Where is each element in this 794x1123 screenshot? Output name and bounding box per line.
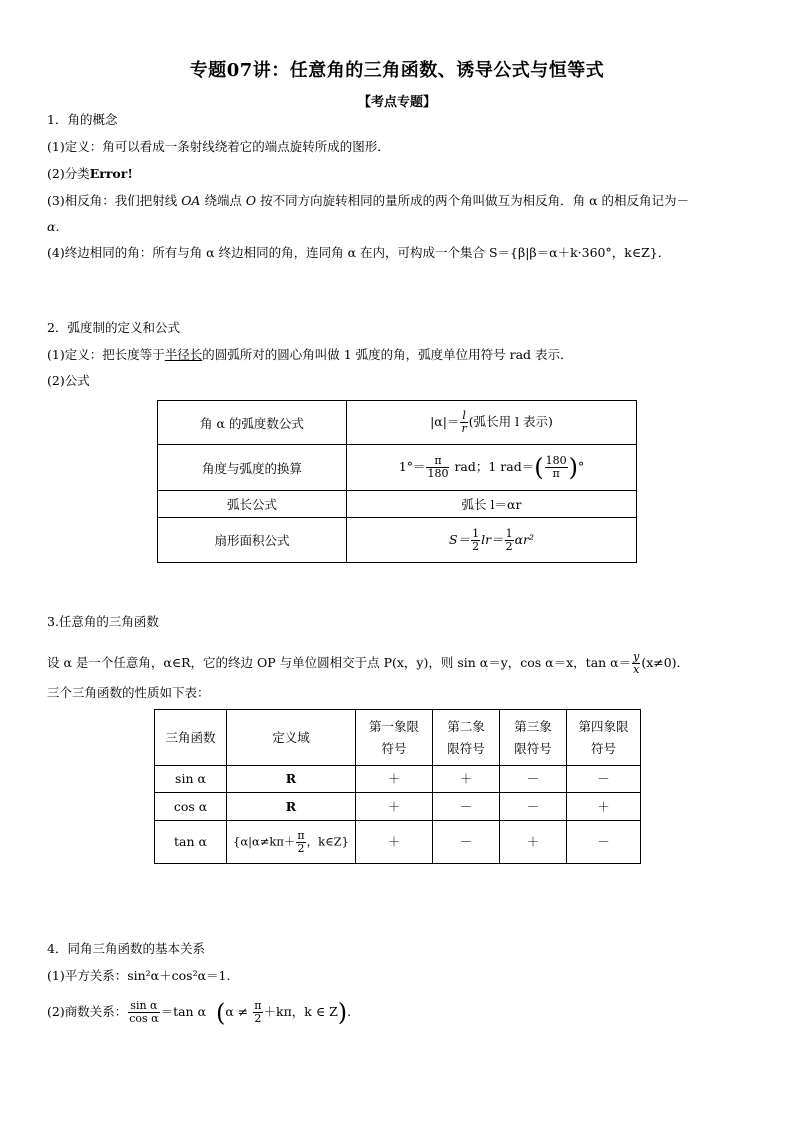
table-cell: 弧长 l＝αr [347, 491, 637, 518]
table-row [155, 766, 641, 793]
s2-line-2: (2)公式 [47, 373, 90, 388]
table-cell: R [227, 766, 356, 793]
trig-sign-table [154, 709, 641, 864]
s3-line-1: 设 α 是一个任意角，α∈R，它的终边 OP 与单位圆相交于点 P(x，y)，则 sin α＝y，cos α＝x，tan α＝ $\frac{y}{x}$ (x≠0)． [47, 650, 690, 676]
s4-line-2: (2)商数关系： $\frac{\text{sin α}}{\text{cos α}}$ ＝tan α (α ≠ $\frac{\pi}{2}$ ＋kπ，k ∈ Z). [47, 998, 352, 1027]
s1-line-2: (2)分类Error! [47, 166, 133, 181]
section-4-heading: 4．同角三角函数的基本关系 [47, 941, 205, 956]
s4-line-1: (1)平方关系：sin²α＋cos²α＝1. [47, 968, 231, 983]
table-cell: ＋ [356, 793, 433, 821]
section-2-heading: 2．弧度制的定义和公式 [47, 320, 180, 335]
table-cell: ＋ [567, 793, 641, 821]
table-cell: S＝ $\frac{1}{2}$ lr＝ $\frac{1}{2}$ αr² [347, 518, 637, 563]
table-cell: 扇形面积公式 [158, 518, 347, 563]
column-header: 第三象 限符号 [500, 710, 567, 766]
table-row [158, 518, 637, 563]
column-header: 第四象限 符号 [567, 710, 641, 766]
table-cell: cos α [155, 793, 227, 821]
column-header: 第一象限 符号 [356, 710, 433, 766]
table-row [158, 491, 637, 518]
s1-line-1: (1)定义：角可以看成一条射线绕着它的端点旋转所成的图形． [47, 139, 390, 154]
section-3-heading: 3.任意角的三角函数 [47, 614, 159, 629]
section-1-heading: 1．角的概念 [47, 112, 118, 127]
column-header: 三角函数 [155, 710, 227, 766]
s3-line-2: 三个三角函数的性质如下表： [47, 685, 210, 700]
table-cell: {α|α≠kπ＋ $\frac{\pi}{2}$ ，k∈Z} [227, 821, 356, 864]
table-cell: 角 α 的弧度数公式 [158, 401, 347, 445]
column-header: 第二象 限符号 [433, 710, 500, 766]
table-row [158, 401, 637, 445]
table-cell: ＋ [500, 821, 567, 864]
page-title: 专题07讲：任意角的三角函数、诱导公式与恒等式 [189, 60, 605, 81]
table-cell: ＋ [433, 766, 500, 793]
error-text: Error! [89, 166, 133, 181]
table-cell: － [433, 793, 500, 821]
table-row [158, 445, 637, 491]
table-cell: 1°＝ $\frac{\pi}{180}$ rad；1 rad＝( $\frac{180}{\pi}$ )° [347, 445, 637, 491]
table-cell: ＋ [356, 821, 433, 864]
table-cell: R [227, 793, 356, 821]
radian-formula-table [157, 400, 637, 563]
table-row [155, 793, 641, 821]
table-cell: － [433, 821, 500, 864]
table-cell: |α|＝ $\frac{l}{r}$ (弧长用 l 表示) [347, 401, 637, 445]
table-header-row [155, 710, 641, 766]
table-cell: 角度与弧度的换算 [158, 445, 347, 491]
s1-line-4: (4)终边相同的角：所有与角 α 终边相同的角，连同角 α 在内，可构成一个集合 S＝{β|β＝α＋k·360°，k∈Z}． [47, 245, 671, 260]
table-cell: － [500, 793, 567, 821]
page-subtitle: 【考点专题】 [357, 95, 436, 110]
s1-line-3b: α. [47, 219, 60, 234]
s2-line-1: (1)定义：把长度等于半径长的圆弧所对的圆心角叫做 1 弧度的角，弧度单位用符号 rad 表示． [47, 347, 573, 362]
table-cell: ＋ [356, 766, 433, 793]
s1-line-3: (3)相反角：我们把射线 OA 绕端点 O 按不同方向旋转相同的量所成的两个角叫做互为相反角．角 α 的相反角记为－ [47, 193, 690, 208]
table-cell: － [500, 766, 567, 793]
table-row [155, 821, 641, 864]
table-cell: 弧长公式 [158, 491, 347, 518]
table-cell: － [567, 766, 641, 793]
table-cell: tan α [155, 821, 227, 864]
table-cell: － [567, 821, 641, 864]
column-header: 定义域 [227, 710, 356, 766]
table-cell: sin α [155, 766, 227, 793]
